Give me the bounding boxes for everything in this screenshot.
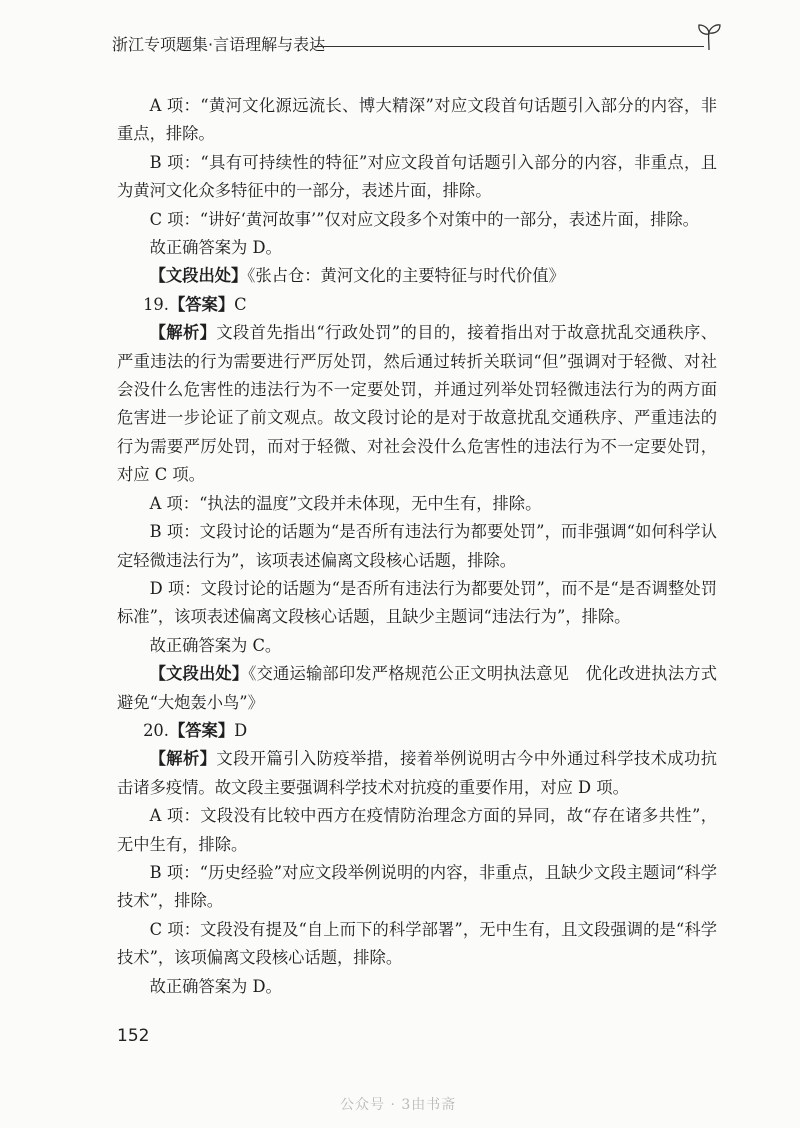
source-tag: 【文段出处】 (149, 266, 248, 286)
answer-tag: 【答案】 (168, 720, 235, 740)
header-rule (314, 46, 704, 47)
explanation-paragraph: C 项：“讲好‘黄河故事’”仅对应文段多个对策中的一部分，表述片面，排除。 (149, 209, 699, 229)
source-tag: 【文段出处】 (149, 664, 249, 684)
analysis-tag: 【解析】 (149, 323, 217, 343)
explanation-paragraph: A 项：“执法的温度”文段并未体现，无中生有，排除。 (149, 493, 542, 513)
answer-tag: 【答案】 (168, 294, 235, 314)
answer-text: D (234, 720, 248, 740)
explanation-paragraph: A 项：文段没有比较中西方在疫情防治理念方面的异同，故“存在诸多共性”，无中生有，排除。 (117, 806, 717, 854)
answer-explanation-body (117, 92, 717, 1001)
page-number: 152 (117, 1026, 150, 1046)
analysis-text: 文段开篇引入防疫举措，接着举例说明古今中外通过科学技术成功抗击诸多疫情。故文段主要强调科学技术对抗疫的重要作用，对应 D 项。 (117, 749, 717, 797)
answer-line (117, 717, 717, 745)
explanation-paragraph: B 项：“历史经验”对应文段举例说明的内容，非重点，且缺少文段主题词“科学技术”，排除。 (117, 862, 717, 911)
explanation-paragraph: 故正确答案为 D。 (149, 238, 282, 258)
explanation-paragraph: C 项：文段没有提及“自上而下的科学部署”，无中生有，且文段强调的是“科学技术”，该项偏离文段核心话题，排除。 (117, 919, 717, 968)
answer-line (117, 291, 717, 319)
question-number: 19. (143, 294, 169, 314)
question-number: 20. (143, 720, 169, 740)
source-text: 《交通运输部印发严格规范公正文明执法意见 优化改进执法方式避免“大炮轰小鸟”》 (117, 664, 717, 712)
analysis-line (117, 745, 717, 802)
explanation-paragraph: 故正确答案为 C。 (149, 635, 282, 655)
analysis-tag: 【解析】 (149, 749, 217, 769)
source-text: 《张占仓：黄河文化的主要特征与时代价值》 (247, 266, 565, 286)
analysis-line (117, 319, 717, 489)
watermark: 公众号 · 3由书斋 (340, 1097, 457, 1113)
analysis-text: 文段首先指出“行政处罚”的目的，接着指出对于故意扰乱交通秩序、严重违法的行为需要进行严厉处罚，然后通过转折关联词“但”强调对于轻微、对社会没什么危害性的违法行为不一定要处罚，并通过列举处罚轻微违法行为的两方面危害进一步论证了前文观点。故文段讨论的是对于故意扰乱交通秩序、严重违法的行为需要严厉处罚，而对于轻微、对社会没什么危害性的违法行为不一定要处罚，对应 C 项。 (117, 323, 717, 485)
explanation-paragraph: B 项：文段讨论的话题为“是否所有违法行为都要处罚”，而非强调“如何科学认定轻微违法行为”，该项表述偏离文段核心话题，排除。 (117, 522, 717, 570)
explanation-paragraph: A 项：“黄河文化源远流长、博大精深”对应文段首句话题引入部分的内容，非重点，排除。 (117, 96, 717, 144)
header-title: 浙江专项题集·言语理解与表达 (112, 35, 326, 54)
explanation-paragraph: D 项：文段讨论的话题为“是否所有违法行为都要处罚”，而不是“是否调整处罚标准”，该项表述偏离文段核心话题，且缺少主题词“违法行为”，排除。 (117, 578, 717, 627)
explanation-paragraph: B 项：“具有可持续性的特征”对应文段首句话题引入部分的内容，非重点，且为黄河文化众多特征中的一部分，表述片面，排除。 (117, 152, 717, 201)
source-line (117, 660, 717, 717)
explanation-paragraph: 故正确答案为 D。 (149, 976, 282, 996)
answer-text: C (234, 294, 247, 314)
sprout-icon (696, 22, 722, 52)
running-header (112, 34, 722, 60)
source-line (117, 262, 717, 290)
